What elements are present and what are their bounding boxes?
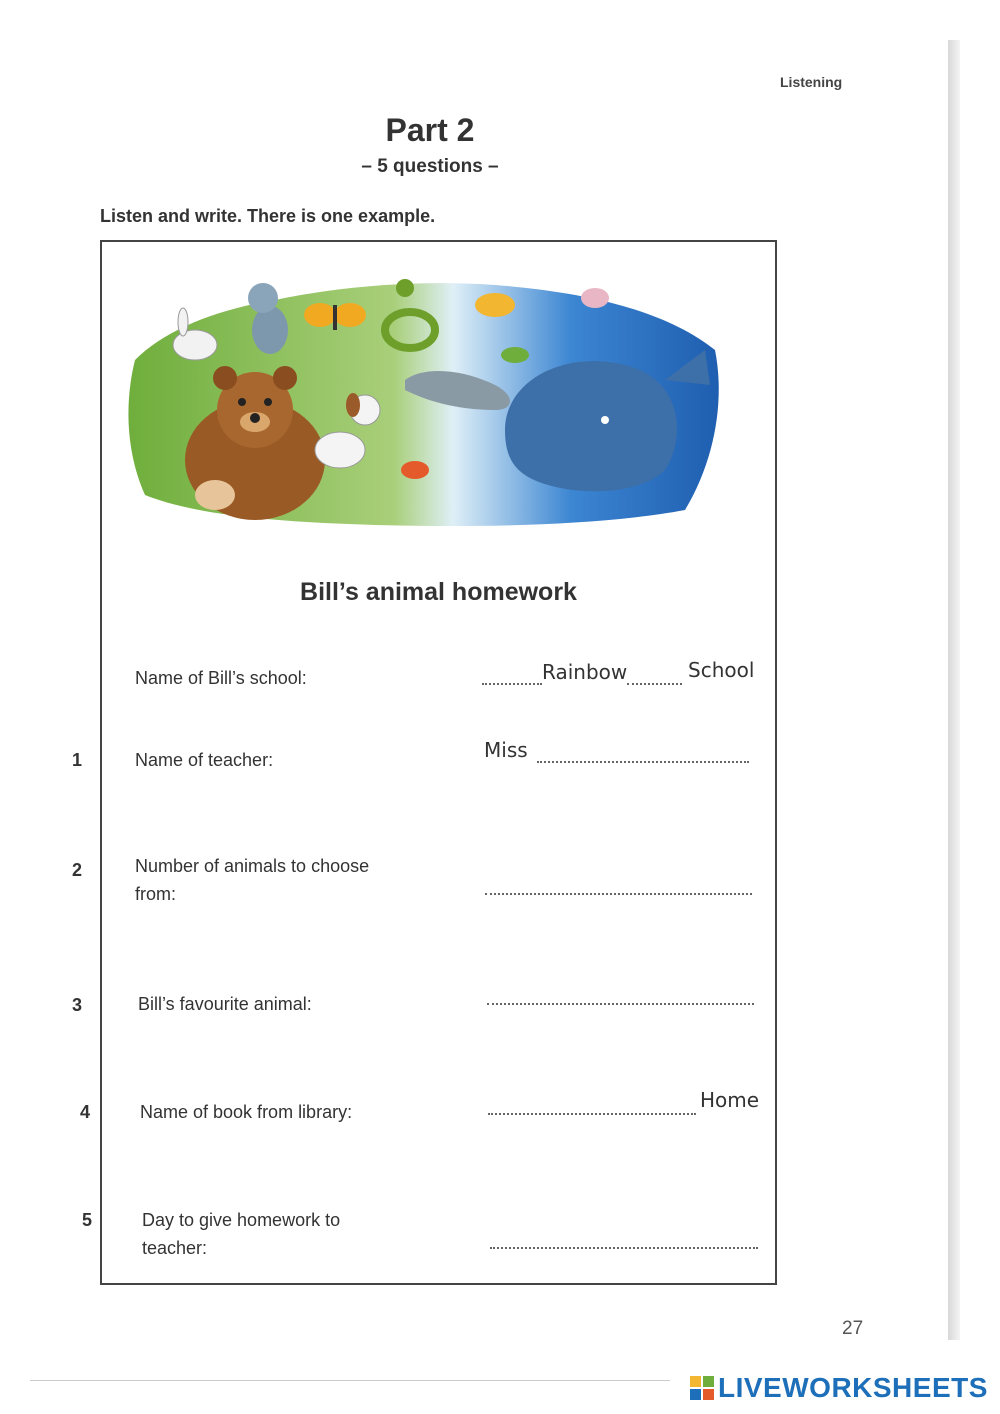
question-prefix-1: Miss: [484, 738, 528, 762]
animals-illustration: [125, 270, 735, 530]
question-label-5: Day to give homework to teacher:: [142, 1210, 341, 1258]
question-label-1: Name of teacher:: [135, 750, 274, 770]
question-label-4: Name of book from library:: [140, 1102, 353, 1122]
answer-line-3[interactable]: [487, 1002, 754, 1005]
footer-divider: [30, 1380, 670, 1381]
page-number: 27: [842, 1318, 864, 1339]
section-label: Listening: [780, 74, 843, 90]
crab-drawing: [401, 461, 429, 479]
dotted-line: [627, 682, 682, 685]
jellyfish-drawing: [581, 288, 609, 308]
dotted-line: [482, 682, 542, 685]
part-subtitle: – 5 questions –: [361, 156, 499, 177]
instructions: Listen and write. There is one example.: [100, 206, 436, 226]
liveworksheets-logo[interactable]: [690, 1372, 988, 1404]
question-label-3: Bill’s favourite animal:: [138, 994, 312, 1014]
question-number-3: 3: [72, 995, 83, 1015]
brand-name: LIVEWORKSHEETS: [718, 1372, 988, 1403]
example-suffix: School: [688, 658, 755, 682]
answer-line-4[interactable]: [488, 1112, 696, 1115]
worksheet-title: Bill’s animal homework: [300, 578, 577, 606]
question-label-2: Number of animals to choose from:: [135, 856, 370, 904]
rabbit-drawing: [173, 308, 217, 360]
answer-line-1[interactable]: [537, 760, 749, 763]
example-label: Name of Bill’s school:: [135, 668, 307, 688]
question-number-4: 4: [80, 1102, 91, 1122]
example-answer-text: Rainbow: [542, 660, 628, 684]
fish-drawing: [475, 293, 515, 317]
liveworksheets-icon: [690, 1376, 714, 1400]
answer-line-5[interactable]: [490, 1246, 758, 1249]
example-answer: [482, 660, 682, 685]
question-suffix-4: Home: [700, 1088, 760, 1112]
question-number-2: 2: [72, 860, 83, 880]
question-number-1: 1: [72, 750, 83, 770]
question-number-5: 5: [82, 1210, 93, 1230]
page-edge-shadow: [948, 40, 960, 1340]
answer-line-2[interactable]: [485, 892, 752, 895]
small-fish-drawing: [501, 347, 529, 363]
part-title: Part 2: [385, 112, 475, 148]
